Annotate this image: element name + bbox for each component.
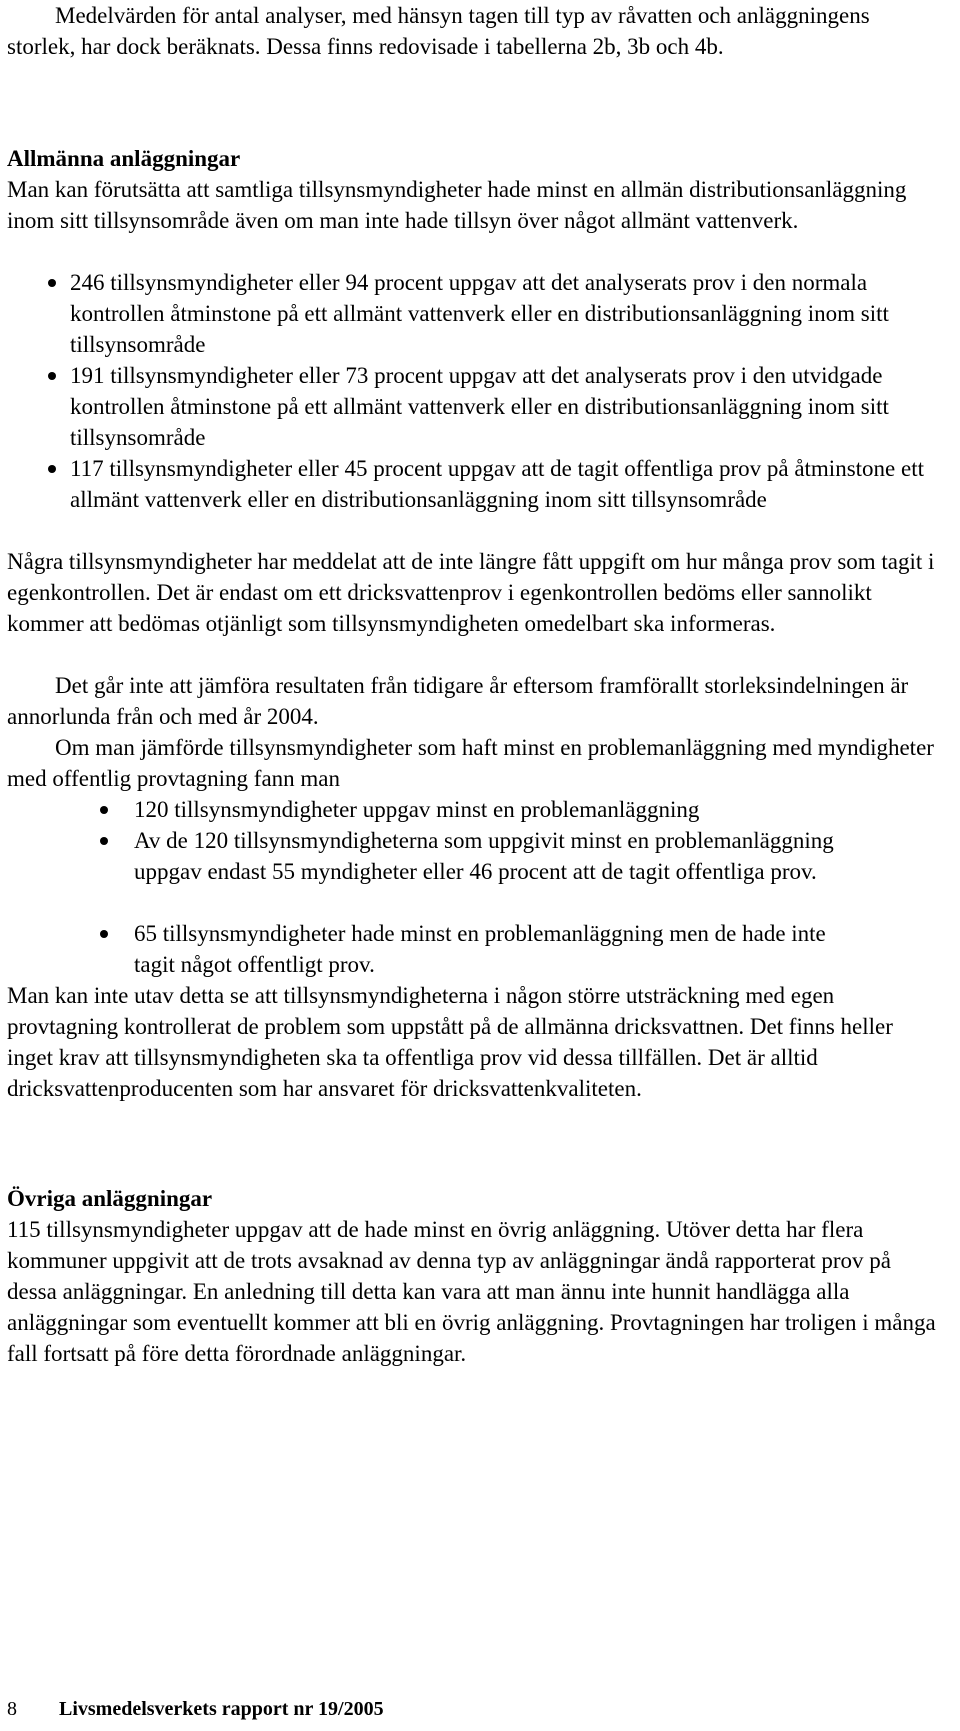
list-item-text: 117 tillsynsmyndigheter eller 45 procent uppgav att de tagit offentliga prov på åtminstone ett allmänt vattenverk eller en distributionsanläggning inom sitt tillsynsområde <box>70 456 924 512</box>
list-item-text: 120 tillsynsmyndigheter uppgav minst en problemanläggning <box>134 797 700 822</box>
intro-paragraph: Medelvärden för antal analyser, med hänsyn tagen till typ av råvatten och anläggningens storlek, har dock beräknats. Dessa finns redovisade i tabellerna 2b, 3b och 4b. <box>7 3 870 59</box>
section1-paragraph-5: Man kan inte utav detta se att tillsynsmyndigheterna i någon större utsträckning med egen provtagning kontrollerat de problem som uppstått på de allmänna dricksvattnen. Det finns heller inget krav att tillsynsmyndigheten ska ta offentliga prov vid dessa tillfällen. Det är alltid dricksvattenproducenten som har ansvaret för dricksvattenkvaliteten. <box>7 983 893 1101</box>
list-item-text: 191 tillsynsmyndigheter eller 73 procent uppgav att det analyserats prov i den utvidgade kontrollen åtminstone på ett allmänt vattenverk eller en distributionsanläggning inom sitt tillsynsområde <box>70 363 889 450</box>
bullet-icon <box>100 806 108 814</box>
bullet-icon <box>48 279 56 287</box>
section-heading-ovriga: Övriga anläggningar <box>7 1186 213 1211</box>
list-item <box>48 267 938 360</box>
list-item <box>100 918 860 980</box>
section1-paragraph-3: Det går inte att jämföra resultaten från tidigare år eftersom framförallt storleksindelningen är annorlunda från och med år 2004. <box>7 673 909 729</box>
bullet-icon <box>100 930 108 938</box>
list-item <box>48 360 938 453</box>
list-item-text: 246 tillsynsmyndigheter eller 94 procent uppgav att det analyserats prov i den normala kontrollen åtminstone på ett allmänt vattenverk eller en distributionsanläggning inom sitt tillsynsområde <box>70 270 889 357</box>
page-number: 8 <box>7 1698 17 1720</box>
section1-bullet-list-1 <box>48 267 938 546</box>
list-item <box>100 825 860 918</box>
section1-paragraph-4: Om man jämförde tillsynsmyndigheter som haft minst en problemanläggning med myndigheter med offentlig provtagning fann man <box>7 735 934 791</box>
list-item-text: 65 tillsynsmyndigheter hade minst en problemanläggning men de hade inte tagit något offentligt prov. <box>134 921 826 977</box>
section-heading-allmanna: Allmänna anläggningar <box>7 146 241 171</box>
section1-bullet-list-2 <box>100 794 860 980</box>
list-item <box>48 453 938 546</box>
bullet-icon <box>48 372 56 380</box>
page-footer <box>7 1696 384 1722</box>
list-item <box>100 794 860 825</box>
section1-paragraph-1: Man kan förutsätta att samtliga tillsynsmyndigheter hade minst en allmän distributionsanläggning inom sitt tillsynsområde även om man inte hade tillsyn över något allmänt vattenverk. <box>7 177 907 233</box>
bullet-icon <box>100 837 108 845</box>
report-title: Livsmedelsverkets rapport nr 19/2005 <box>59 1698 384 1720</box>
section1-paragraph-2: Några tillsynsmyndigheter har meddelat att de inte längre fått uppgift om hur många prov som tagit i egenkontrollen. Det är endast om ett dricksvattenprov i egenkontrollen bedöms eller sannolikt kommer att bedömas otjänligt som tillsynsmyndigheten omedelbart ska informeras. <box>7 549 935 636</box>
list-item-text: Av de 120 tillsynsmyndigheterna som uppgivit minst en problemanläggning uppgav endast 55 myndigheter eller 46 procent att de tagit offentliga prov. <box>134 828 834 884</box>
bullet-icon <box>48 465 56 473</box>
section2-paragraph-1: 115 tillsynsmyndigheter uppgav att de hade minst en övrig anläggning. Utöver detta har flera kommuner uppgivit att de trots avsaknad av denna typ av anläggningar ändå rapporterat prov på dessa anläggningar. En anledning till detta kan vara att man ännu inte hunnit handlägga alla anläggningar som eventuellt kommer att bli en övrig anläggning. Provtagningen har troligen i många fall fortsatt på före detta förordnade anläggningar. <box>7 1217 936 1366</box>
